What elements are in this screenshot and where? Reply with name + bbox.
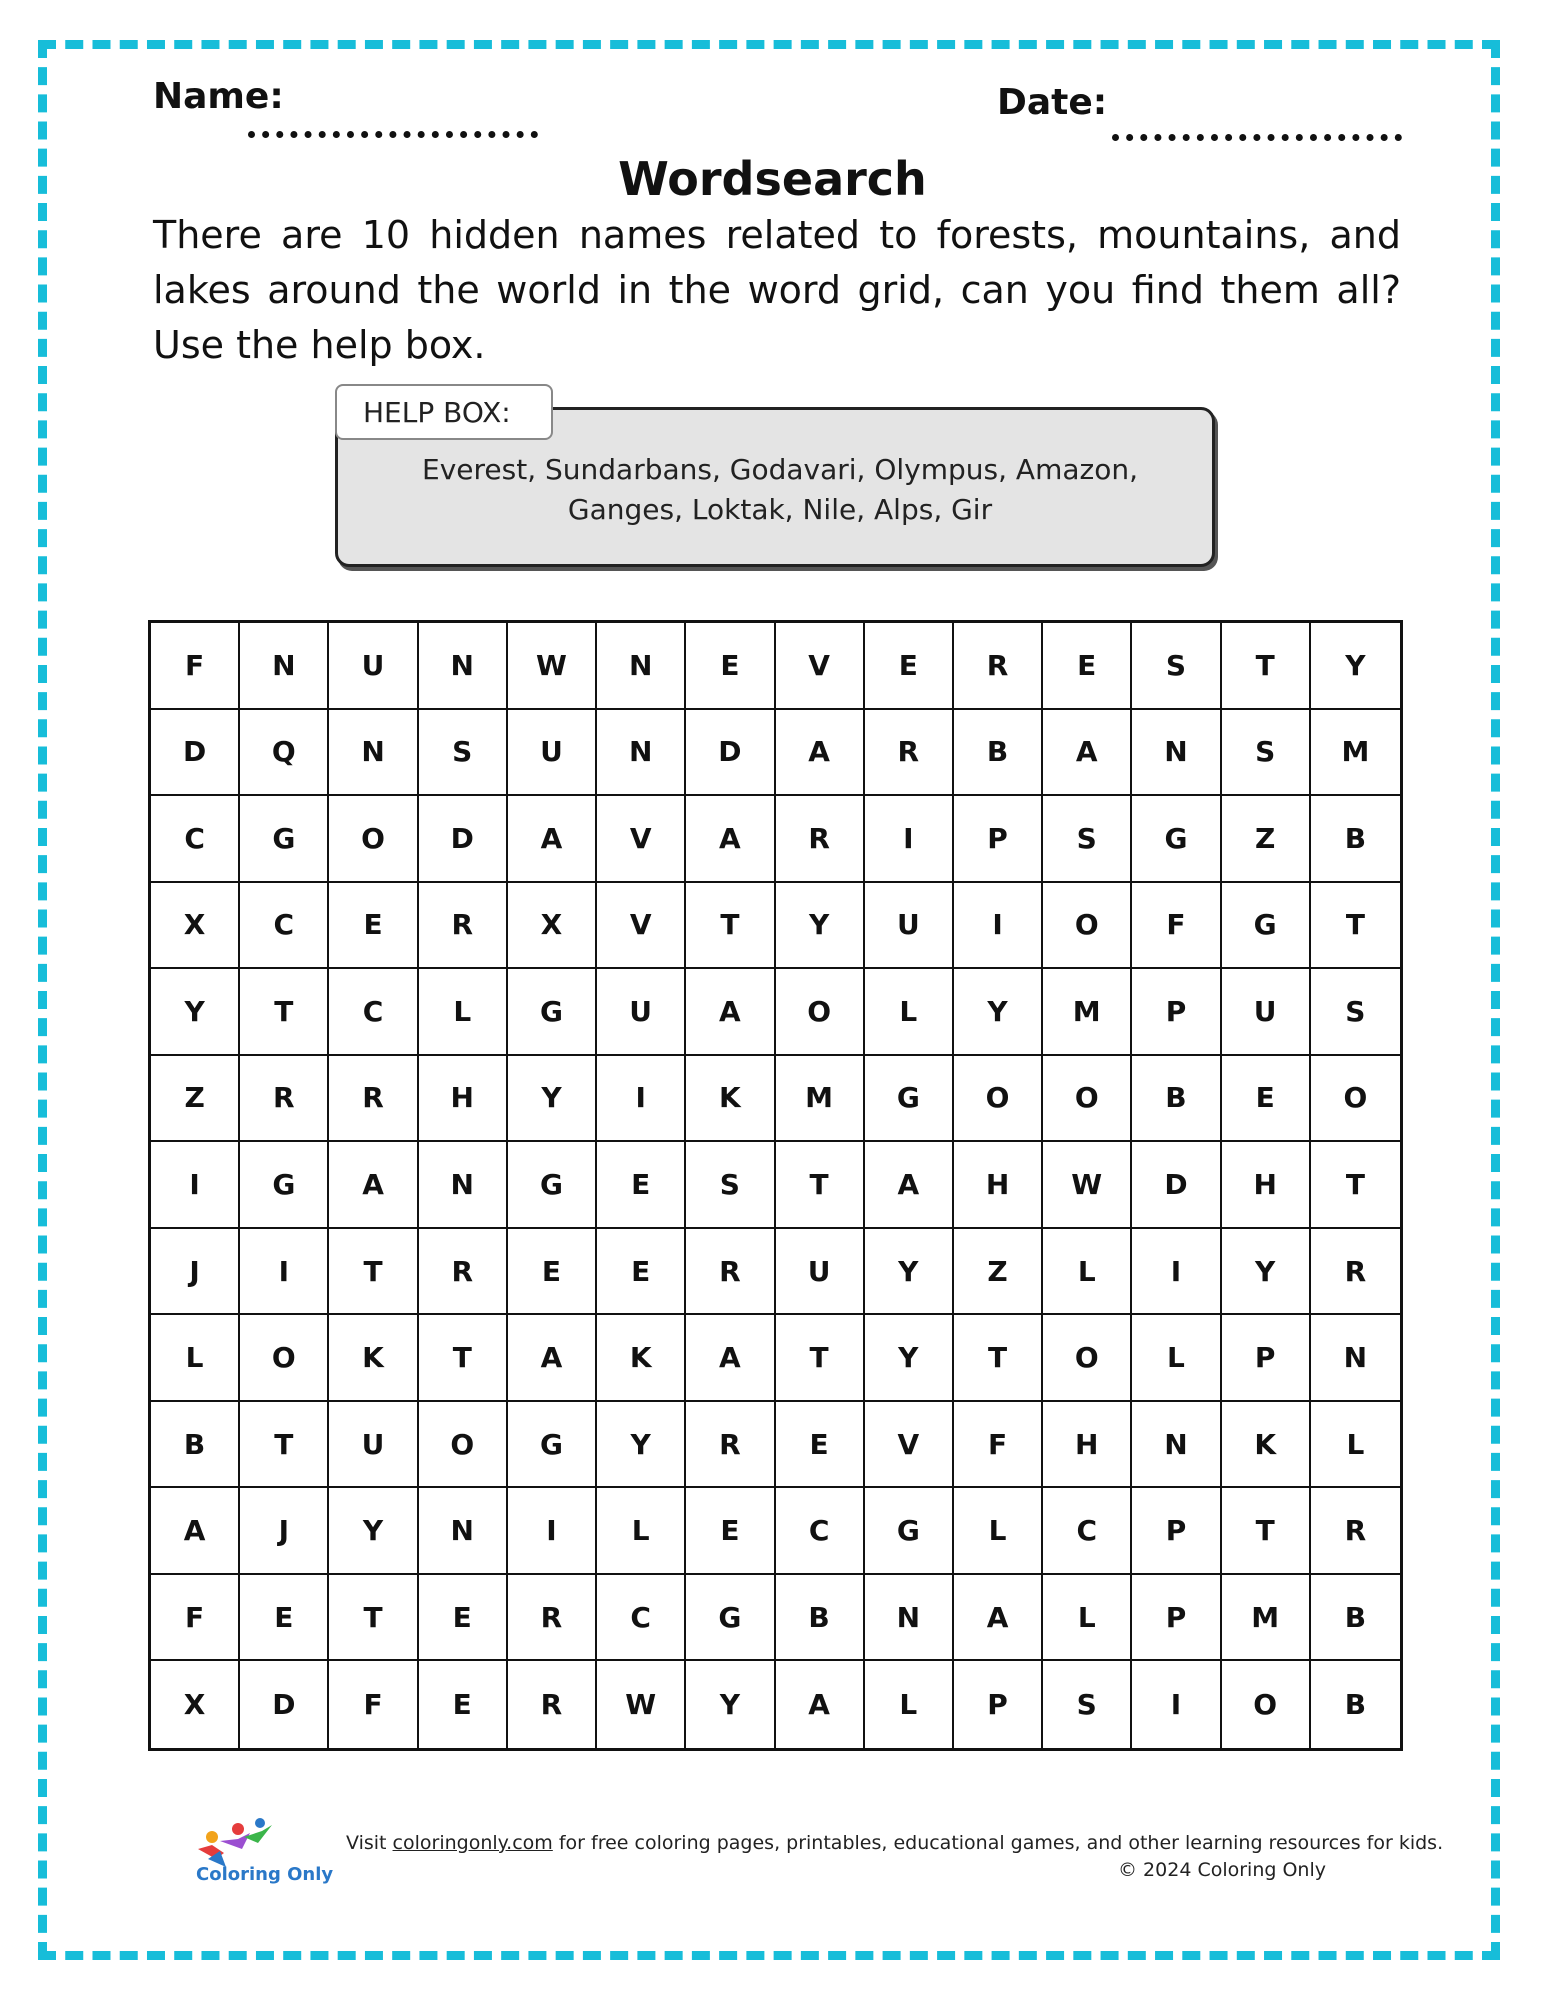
grid-cell[interactable]: I — [865, 796, 954, 883]
grid-cell[interactable]: R — [686, 1402, 775, 1489]
grid-cell[interactable]: U — [329, 1402, 418, 1489]
footer-visit-text — [346, 1830, 1444, 1857]
grid-cell[interactable]: I — [954, 883, 1043, 970]
grid-cell[interactable]: R — [1311, 1488, 1400, 1575]
grid-cell[interactable]: T — [776, 1142, 865, 1229]
grid-cell[interactable]: I — [1132, 1229, 1221, 1316]
grid-cell[interactable]: T — [776, 1315, 865, 1402]
grid-cell[interactable]: C — [597, 1575, 686, 1662]
grid-cell[interactable]: P — [954, 1661, 1043, 1748]
grid-cell[interactable]: E — [865, 623, 954, 710]
grid-cell[interactable]: P — [1132, 1575, 1221, 1662]
grid-cell[interactable]: O — [1043, 1315, 1132, 1402]
grid-cell[interactable]: E — [1222, 1056, 1311, 1143]
grid-cell[interactable]: G — [508, 1402, 597, 1489]
grid-cell[interactable]: U — [865, 883, 954, 970]
grid-cell[interactable]: D — [1132, 1142, 1221, 1229]
grid-cell[interactable]: Y — [865, 1315, 954, 1402]
grid-cell[interactable]: S — [1222, 710, 1311, 797]
grid-cell[interactable]: T — [419, 1315, 508, 1402]
grid-cell[interactable]: I — [151, 1142, 240, 1229]
grid-cell[interactable]: L — [1132, 1315, 1221, 1402]
grid-cell[interactable]: C — [151, 796, 240, 883]
copyright: © 2024 Coloring Only — [1118, 1859, 1326, 1881]
grid-cell[interactable]: D — [151, 710, 240, 797]
grid-cell[interactable]: T — [1311, 1142, 1400, 1229]
grid-cell[interactable]: G — [865, 1056, 954, 1143]
grid-cell[interactable]: S — [686, 1142, 775, 1229]
grid-cell[interactable]: U — [776, 1229, 865, 1316]
grid-cell[interactable]: C — [329, 969, 418, 1056]
grid-cell[interactable]: M — [1043, 969, 1132, 1056]
grid-cell[interactable]: Y — [329, 1488, 418, 1575]
grid-cell[interactable]: U — [597, 969, 686, 1056]
grid-cell[interactable]: N — [597, 623, 686, 710]
grid-cell[interactable]: Y — [776, 883, 865, 970]
grid-cell[interactable]: N — [1132, 1402, 1221, 1489]
grid-cell[interactable]: L — [865, 1661, 954, 1748]
grid-cell[interactable]: A — [865, 1142, 954, 1229]
grid-cell[interactable]: R — [508, 1575, 597, 1662]
grid-cell[interactable]: O — [240, 1315, 329, 1402]
grid-cell[interactable]: Y — [1222, 1229, 1311, 1316]
footer — [346, 1830, 1444, 1884]
grid-cell[interactable]: R — [776, 796, 865, 883]
grid-cell[interactable]: L — [419, 969, 508, 1056]
grid-cell[interactable]: N — [597, 710, 686, 797]
grid-cell[interactable]: R — [686, 1229, 775, 1316]
grid-cell[interactable]: B — [954, 710, 1043, 797]
grid-cell[interactable]: X — [508, 883, 597, 970]
grid-cell[interactable]: A — [508, 796, 597, 883]
grid-cell[interactable]: A — [776, 1661, 865, 1748]
grid-cell[interactable]: B — [1311, 1575, 1400, 1662]
grid-cell[interactable]: P — [954, 796, 1043, 883]
grid-cell[interactable]: R — [329, 1056, 418, 1143]
grid-cell[interactable]: R — [954, 623, 1043, 710]
grid-cell[interactable]: Y — [1311, 623, 1400, 710]
grid-cell[interactable]: A — [329, 1142, 418, 1229]
grid-cell[interactable]: V — [865, 1402, 954, 1489]
grid-cell[interactable]: I — [1132, 1661, 1221, 1748]
help-box-words — [380, 450, 1180, 530]
grid-cell[interactable]: Y — [865, 1229, 954, 1316]
grid-cell[interactable]: O — [329, 796, 418, 883]
grid-cell[interactable]: W — [1043, 1142, 1132, 1229]
grid-cell[interactable]: H — [1222, 1142, 1311, 1229]
grid-cell[interactable]: N — [419, 623, 508, 710]
grid-cell[interactable]: L — [865, 969, 954, 1056]
grid-cell[interactable]: P — [1222, 1315, 1311, 1402]
help-words-line-2: Ganges, Loktak, Nile, Alps, Gir — [567, 493, 993, 526]
grid-cell[interactable]: A — [686, 969, 775, 1056]
grid-cell[interactable]: Z — [1222, 796, 1311, 883]
grid-cell[interactable]: O — [1043, 883, 1132, 970]
grid-cell[interactable]: B — [151, 1402, 240, 1489]
grid-cell[interactable]: E — [597, 1142, 686, 1229]
footer-visit-suffix: for free coloring pages, printables, educational games, and other learning resources for kids. — [552, 1832, 1444, 1854]
grid-cell[interactable]: L — [1043, 1229, 1132, 1316]
grid-cell[interactable]: L — [1043, 1575, 1132, 1662]
grid-cell[interactable]: F — [329, 1661, 418, 1748]
grid-cell[interactable]: E — [597, 1229, 686, 1316]
grid-cell[interactable]: F — [1132, 883, 1221, 970]
date-label: Date: — [997, 82, 1108, 123]
grid-cell[interactable]: U — [329, 623, 418, 710]
date-field[interactable] — [1112, 134, 1402, 141]
grid-cell[interactable]: I — [508, 1488, 597, 1575]
grid-cell[interactable]: J — [151, 1229, 240, 1316]
name-field[interactable] — [248, 131, 538, 138]
grid-cell[interactable]: B — [1132, 1056, 1221, 1143]
grid-cell[interactable]: R — [865, 710, 954, 797]
grid-cell[interactable]: P — [1132, 1488, 1221, 1575]
grid-cell[interactable]: Y — [686, 1661, 775, 1748]
grid-cell[interactable]: V — [597, 796, 686, 883]
grid-cell[interactable]: N — [1132, 710, 1221, 797]
grid-cell[interactable]: U — [508, 710, 597, 797]
grid-cell[interactable]: P — [1132, 969, 1221, 1056]
grid-cell[interactable]: A — [954, 1575, 1043, 1662]
grid-cell[interactable]: A — [776, 710, 865, 797]
grid-cell[interactable]: D — [686, 710, 775, 797]
grid-cell[interactable]: A — [508, 1315, 597, 1402]
grid-cell[interactable]: N — [1311, 1315, 1400, 1402]
grid-cell[interactable]: C — [240, 883, 329, 970]
grid-cell[interactable]: O — [419, 1402, 508, 1489]
grid-cell[interactable]: H — [954, 1142, 1043, 1229]
grid-cell[interactable]: K — [686, 1056, 775, 1143]
grid-cell[interactable]: W — [597, 1661, 686, 1748]
grid-cell[interactable]: U — [1222, 969, 1311, 1056]
grid-cell[interactable]: V — [597, 883, 686, 970]
grid-cell[interactable]: F — [151, 1575, 240, 1662]
grid-cell[interactable]: E — [1043, 623, 1132, 710]
grid-cell[interactable]: T — [1222, 1488, 1311, 1575]
grid-cell[interactable]: T — [240, 969, 329, 1056]
grid-cell[interactable]: E — [329, 883, 418, 970]
grid-cell[interactable]: T — [240, 1402, 329, 1489]
grid-cell[interactable]: S — [1043, 796, 1132, 883]
grid-cell[interactable]: T — [954, 1315, 1043, 1402]
grid-cell[interactable]: N — [419, 1142, 508, 1229]
grid-cell[interactable]: T — [329, 1575, 418, 1662]
grid-cell[interactable]: Z — [954, 1229, 1043, 1316]
grid-cell[interactable]: E — [686, 1488, 775, 1575]
grid-cell[interactable]: T — [1222, 623, 1311, 710]
grid-cell[interactable]: K — [329, 1315, 418, 1402]
grid-cell[interactable]: H — [1043, 1402, 1132, 1489]
grid-cell[interactable]: G — [240, 796, 329, 883]
grid-cell[interactable]: O — [954, 1056, 1043, 1143]
grid-cell[interactable]: O — [1043, 1056, 1132, 1143]
grid-cell[interactable]: D — [240, 1661, 329, 1748]
grid-cell[interactable]: R — [419, 1229, 508, 1316]
grid-cell[interactable]: G — [1132, 796, 1221, 883]
grid-cell[interactable]: M — [776, 1056, 865, 1143]
grid-cell[interactable]: Y — [151, 969, 240, 1056]
footer-visit-prefix: Visit — [346, 1832, 393, 1854]
grid-cell[interactable]: G — [1222, 883, 1311, 970]
help-words-line-1: Everest, Sundarbans, Godavari, Olympus, Amazon, — [422, 453, 1138, 486]
page-title: Wordsearch — [618, 152, 927, 206]
wordsearch-grid — [148, 620, 1403, 1751]
grid-cell[interactable]: B — [1344, 1688, 1367, 1722]
grid-cell[interactable]: Y — [508, 1056, 597, 1143]
grid-cell[interactable]: C — [1043, 1488, 1132, 1575]
grid-cell[interactable]: G — [240, 1142, 329, 1229]
grid-cell[interactable]: E — [508, 1229, 597, 1316]
grid-cell[interactable]: R — [1311, 1229, 1400, 1316]
grid-cell[interactable]: R — [240, 1056, 329, 1143]
grid-cell[interactable]: W — [508, 623, 597, 710]
grid-cell[interactable]: L — [151, 1315, 240, 1402]
grid-cell[interactable]: E — [240, 1575, 329, 1662]
grid-cell[interactable]: Z — [151, 1056, 240, 1143]
grid-cell[interactable]: E — [419, 1661, 508, 1748]
grid-cell[interactable]: T — [329, 1229, 418, 1316]
grid-cell[interactable]: J — [240, 1488, 329, 1575]
grid-cell[interactable]: M — [1222, 1575, 1311, 1662]
grid-cell[interactable]: B — [1311, 796, 1400, 883]
grid-cell[interactable]: F — [151, 623, 240, 710]
grid-cell[interactable]: N — [865, 1575, 954, 1662]
grid-cell[interactable]: K — [597, 1315, 686, 1402]
grid-cell[interactable]: S — [1132, 623, 1221, 710]
grid-cell[interactable]: O — [1311, 1056, 1400, 1143]
grid-cell[interactable]: S — [419, 710, 508, 797]
grid-cell[interactable]: G — [686, 1575, 775, 1662]
grid-cell[interactable]: N — [329, 710, 418, 797]
grid-cell[interactable]: R — [508, 1661, 597, 1748]
grid-cell[interactable]: O — [776, 969, 865, 1056]
grid-cell[interactable]: G — [508, 969, 597, 1056]
grid-cell[interactable]: R — [419, 883, 508, 970]
grid-cell[interactable]: L — [1311, 1402, 1400, 1489]
grid-cell[interactable]: K — [1222, 1402, 1311, 1489]
grid-cell[interactable]: E — [419, 1575, 508, 1662]
grid-cell[interactable]: F — [954, 1402, 1043, 1489]
grid-cell[interactable]: D — [419, 796, 508, 883]
grid-cell[interactable]: A — [686, 1315, 775, 1402]
grid-cell[interactable]: I — [597, 1056, 686, 1143]
grid-cell[interactable]: C — [776, 1488, 865, 1575]
grid-cell[interactable]: H — [419, 1056, 508, 1143]
grid-cell[interactable]: G — [865, 1488, 954, 1575]
grid-cell[interactable]: G — [508, 1142, 597, 1229]
grid-cell[interactable]: Y — [597, 1402, 686, 1489]
grid-cell[interactable]: Q — [240, 710, 329, 797]
grid-cell[interactable]: E — [776, 1402, 865, 1489]
grid-cell[interactable]: V — [776, 623, 865, 710]
grid-cell[interactable]: X — [151, 883, 240, 970]
grid-cell[interactable]: N — [419, 1488, 508, 1575]
grid-cell[interactable]: T — [1311, 883, 1400, 970]
grid-cell[interactable]: B — [776, 1575, 865, 1662]
instructions: There are 10 hidden names related to forests, mountains, and lakes around the world in the word grid, can you find them all? Use the help box. — [153, 213, 1401, 367]
grid-cell[interactable]: S — [1043, 1661, 1132, 1748]
grid-cell[interactable]: A — [1043, 710, 1132, 797]
logo-text: Coloring Only — [196, 1864, 334, 1885]
grid-cell[interactable]: E — [686, 623, 775, 710]
grid-cell[interactable]: Y — [954, 969, 1043, 1056]
grid-cell[interactable]: A — [686, 796, 775, 883]
grid-cell[interactable]: A — [151, 1488, 240, 1575]
grid-cell[interactable]: O — [1222, 1661, 1311, 1748]
grid-cell[interactable]: X — [151, 1661, 240, 1748]
grid-cell[interactable]: S — [1311, 969, 1400, 1056]
name-label: Name: — [153, 76, 284, 117]
grid-cell[interactable]: L — [954, 1488, 1043, 1575]
grid-cell[interactable]: I — [240, 1229, 329, 1316]
grid-cell[interactable]: M — [1311, 710, 1400, 797]
site-link[interactable]: coloringonly.com — [392, 1832, 553, 1854]
grid-cell[interactable]: N — [240, 623, 329, 710]
grid-cell[interactable]: T — [686, 883, 775, 970]
help-box-label: HELP BOX: — [335, 384, 553, 440]
grid-cell[interactable]: L — [597, 1488, 686, 1575]
